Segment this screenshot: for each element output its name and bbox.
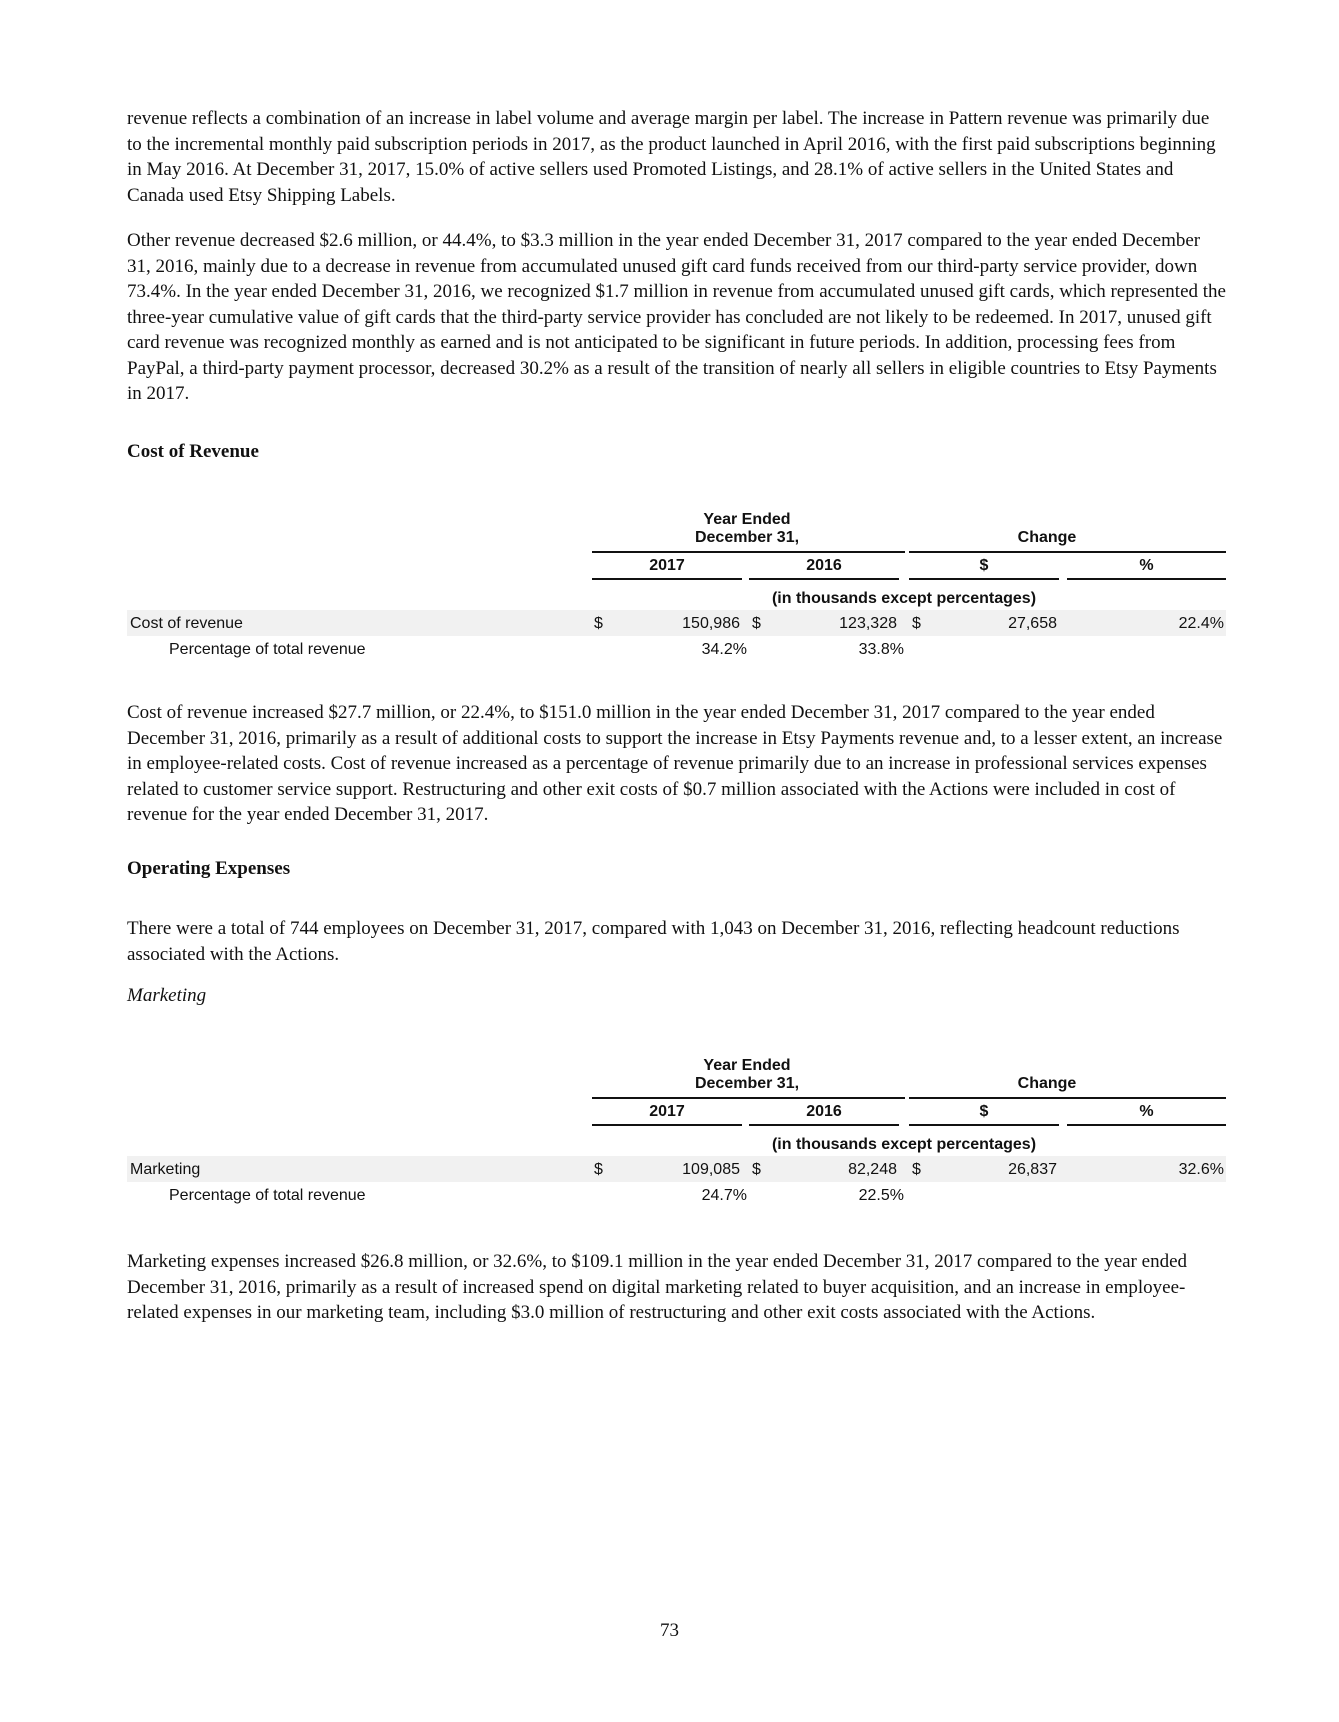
header-december-31: December 31, <box>694 1075 800 1092</box>
currency-symbol: $ <box>912 615 921 632</box>
header-year-ended: Year Ended <box>703 1057 791 1074</box>
column-rule <box>1067 1124 1226 1126</box>
paragraph-other-revenue: Other revenue decreased $2.6 million, or 44.4%, to $3.3 million in the year ended December 31, 2017 compared to the year ended December 31, 2016, mainly due to a decrease in revenue from accumulated unused gift card funds received from our third-party service provider, down 73.4%. In the year ended December 31, 2016, we recognized $1.7 million in revenue from accumulated unused gift cards, which represented the three-year cumulative value of gift cards that the third-party service provider has concluded are not likely to be redeemed. In 2017, unused gift card revenue was recognized monthly as earned and is not anticipated to be significant in future periods. In addition, processing fees from PayPal, a third-party payment processor, decreased 30.2% as a result of the transition of nearly all sellers in eligible countries to Etsy Payments in 2017. <box>127 230 1226 404</box>
header-rule <box>592 551 905 553</box>
column-header-percent-change: % <box>1139 1103 1154 1120</box>
cell-2016-percentage: 33.8% <box>858 641 904 658</box>
row-label-percentage-of-total-revenue: Percentage of total revenue <box>169 1187 366 1204</box>
currency-symbol: $ <box>594 615 603 632</box>
column-rule <box>909 578 1059 580</box>
paragraph-revenue-mix: revenue reflects a combination of an increase in label volume and average margin per label. The increase in Pattern revenue was primarily due to the incremental monthly paid subscription periods in 2017, as the product launched in April 2016, with the first paid subscriptions beginning in May 2016. At December 31, 2017, 15.0% of active sellers used Promoted Listings, and 28.1% of active sellers in the United States and Canada used Etsy Shipping Labels. <box>127 108 1216 206</box>
cell-2016-value: 82,248 <box>848 1161 897 1178</box>
paragraph-employees: There were a total of 744 employees on December 31, 2017, compared with 1,043 on December 31, 2016, reflecting headcount reductions associated with the Actions. <box>127 918 1180 965</box>
column-rule <box>1067 578 1226 580</box>
cell-percent-change-value: 22.4% <box>1178 615 1224 632</box>
paragraph-marketing-expenses: Marketing expenses increased $26.8 million, or 32.6%, to $109.1 million in the year ended December 31, 2017 compared to the year ended December 31, 2016, primarily as a result of increased spend on digital marketing related to buyer acquisition, and an increase in employee-related expenses in our marketing team, including $3.0 million of restructuring and other exit costs associated with the Actions. <box>127 1251 1188 1323</box>
cell-2017-percentage: 34.2% <box>701 641 747 658</box>
header-december-31: December 31, <box>694 529 800 546</box>
row-label-cost-of-revenue: Cost of revenue <box>130 615 243 632</box>
column-header-dollar-change: $ <box>979 1103 989 1120</box>
column-header-2017: 2017 <box>649 557 685 574</box>
units-note: (in thousands except percentages) <box>771 1136 1037 1153</box>
cell-2017-value: 150,986 <box>682 615 740 632</box>
column-rule <box>909 1124 1059 1126</box>
header-rule <box>909 551 1226 553</box>
cell-2017-percentage: 24.7% <box>701 1187 747 1204</box>
cell-2016-percentage: 22.5% <box>858 1187 904 1204</box>
header-change: Change <box>1017 1075 1077 1092</box>
header-rule <box>909 1097 1226 1099</box>
currency-symbol: $ <box>912 1161 921 1178</box>
column-rule <box>749 1124 899 1126</box>
row-label-percentage-of-total-revenue: Percentage of total revenue <box>169 641 366 658</box>
column-header-2016: 2016 <box>806 1103 842 1120</box>
currency-symbol: $ <box>594 1161 603 1178</box>
column-header-dollar-change: $ <box>979 557 989 574</box>
subheading-marketing: Marketing <box>127 985 207 1006</box>
cell-dollar-change-value: 27,658 <box>1008 615 1057 632</box>
cell-percent-change-value: 32.6% <box>1178 1161 1224 1178</box>
currency-symbol: $ <box>752 615 761 632</box>
header-rule <box>592 1097 905 1099</box>
cost-of-revenue-table <box>127 508 1226 678</box>
column-rule <box>749 578 899 580</box>
section-heading-operating-expenses: Operating Expenses <box>127 858 291 879</box>
header-change: Change <box>1017 529 1077 546</box>
currency-symbol: $ <box>752 1161 761 1178</box>
column-header-2017: 2017 <box>649 1103 685 1120</box>
row-label-marketing: Marketing <box>130 1161 201 1178</box>
paragraph-cost-of-revenue: Cost of revenue increased $27.7 million, or 22.4%, to $151.0 million in the year ended December 31, 2017 compared to the year ended December 31, 2016, primarily as a result of additional costs to support the increase in Etsy Payments revenue and, to a lesser extent, an increase in employee-related costs. Cost of revenue increased as a percentage of revenue primarily due to an increase in professional services expenses related to customer service support. Restructuring and other exit costs of $0.7 million associated with the Actions were included in cost of revenue for the year ended December 31, 2017. <box>127 702 1223 825</box>
section-heading-cost-of-revenue: Cost of Revenue <box>127 441 259 462</box>
column-header-percent-change: % <box>1139 557 1154 574</box>
header-year-ended: Year Ended <box>703 511 791 528</box>
units-note: (in thousands except percentages) <box>771 590 1037 607</box>
column-header-2016: 2016 <box>806 557 842 574</box>
cell-2016-value: 123,328 <box>839 615 897 632</box>
column-rule <box>592 578 742 580</box>
marketing-table <box>127 1054 1226 1224</box>
page-number: 73 <box>660 1620 679 1641</box>
column-rule <box>592 1124 742 1126</box>
cell-2017-value: 109,085 <box>682 1161 740 1178</box>
cell-dollar-change-value: 26,837 <box>1008 1161 1057 1178</box>
